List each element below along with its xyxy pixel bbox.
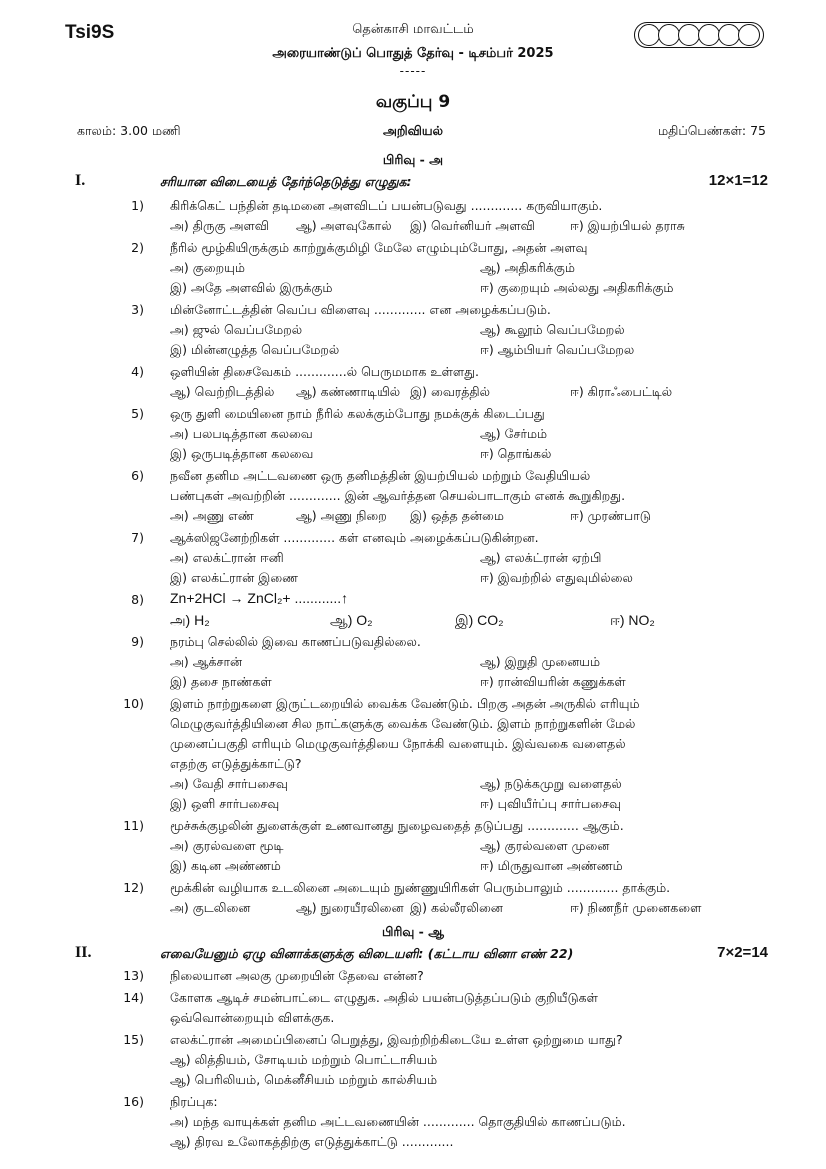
answer-option: இ) CO₂ [455,612,504,628]
answer-option: இ) வெர்னியர் அளவி [410,218,535,233]
question-text: ஆக்ஸிஜனேற்றிகள் ............. கள் எனவும் அழைக்கப்படுகின்றன. [170,530,539,545]
section-marks: 12×1=12 [708,172,768,189]
answer-option: ஈ) குறையும் அல்லது அதிகரிக்கும் [480,280,674,295]
answer-option: ஈ) முரண்பாடு [570,508,651,523]
question-number: 16) [123,1094,144,1109]
answer-option: அ) குடலினை [170,900,251,915]
total-marks: மதிப்பெண்கள்: 75 [658,123,766,138]
question-number: 12) [123,880,144,895]
answer-option: அ) ஜுல் வெப்பமேறல் [170,322,303,337]
question-number: 14) [123,990,144,1005]
question-text: நிலையான அலகு முறையின் தேவை என்ன? [170,968,424,983]
answer-option: அ) திருகு அளவி [170,218,269,233]
question-number: 13) [123,968,144,983]
answer-option: இ) ஒத்த தன்மை [410,508,504,523]
answer-option: ஈ) புவியீர்ப்பு சார்பசைவு [480,796,622,811]
answer-option: ஆ) கண்ணாடியில் [296,384,401,399]
answer-option: ஆ) எலக்ட்ரான் ஏற்பி [480,550,602,565]
answer-option: ஆ) நுரையீரலினை [296,900,404,915]
section-number: II. [75,944,92,961]
question-text: ஒளியின் திசைவேகம் .............ல் பெருமமாக உள்ளது. [170,364,480,379]
answer-option: இ) கடின அண்ணம் [170,858,281,873]
answer-option: ஈ) இவற்றில் எதுவுமில்லை [480,570,633,585]
question-text: மின்னோட்டத்தின் வெப்ப விளைவு ............. என அழைக்கப்படும். [170,302,551,317]
district-title: தென்காசி மாவட்டம் [352,22,474,37]
question-number: 6) [131,468,144,483]
answer-option: ஆ) நடுக்கமுறு வளைதல் [480,776,622,791]
question-text: ஆ) திரவ உலோகத்திற்கு எடுத்துக்காட்டு ............. [170,1134,454,1149]
question-text: எதற்கு எடுத்துக்காட்டு? [170,756,302,771]
answer-option: இ) எலக்ட்ரான் இணை [170,570,299,585]
answer-option: அ) அணு எண் [170,508,254,523]
class-title: வகுப்பு 9 [375,92,451,112]
section-number: I. [75,172,86,189]
question-number: 7) [131,530,144,545]
question-text: மூக்கின் வழியாக உடலினை அடையும் நுண்ணுயிரிகள் பெரும்பாலும் ............. தாக்கும். [170,880,671,895]
answer-option: ஆ) அளவுகோல் [296,218,392,233]
answer-option: ஈ) கிராஃபைட்டில் [570,384,673,399]
question-text: எலக்ட்ரான் அமைப்பினைப் பெறுத்து, இவற்றிற்கிடையே உள்ள ஒற்றுமை யாது? [170,1032,623,1047]
question-text: நரம்பு செல்லில் இவை காணப்படுவதில்லை. [170,634,421,649]
answer-option: ஈ) தொங்கல் [480,446,552,461]
section-instruction: எவையேனும் ஏழு வினாக்களுக்கு விடையளி: (கட்டாய வினா எண் 22) [160,946,574,961]
answer-option: ஆ) அதிகரிக்கும் [480,260,575,275]
answer-option: ஈ) NO₂ [610,612,655,628]
question-text: ஒரு துளி மையினை நாம் நீரில் கலக்கும்போது நமக்குக் கிடைப்பது [170,406,545,421]
question-text: மூச்சுக்குழலின் துளைக்குள் உணவானது நுழைவதைத் தடுப்பது ............. ஆகும். [170,818,624,833]
question-text: ஒவ்வொன்றையும் விளக்குக. [170,1010,335,1025]
question-text: கோளக ஆடிச் சமன்பாட்டை எழுதுக. அதில் பயன்படுத்தப்படும் குறியீடுகள் [170,990,598,1005]
answer-option: அ) எலக்ட்ரான் ஈனி [170,550,284,565]
paper-code: Tsi9S [65,22,115,43]
question-text: முனைப்பகுதி எரியும் மெழுகுவர்த்தியை நோக்கி வளையும். இவ்வகை வளைதல் [170,736,626,751]
answer-option: அ) H₂ [170,612,210,628]
question-text: கிரிக்கெட் பந்தின் தடிமனை அளவிடப் பயன்படுவது ............. கருவியாகும். [170,198,603,213]
question-number: 10) [123,696,144,711]
answer-option: ஈ) ரான்வியரின் கணுக்கள் [480,674,626,689]
answer-option: இ) தசை நாண்கள் [170,674,272,689]
answer-option: இ) ஒளி சார்பசைவு [170,796,280,811]
question-text: மெழுகுவர்த்தியினை சில நாட்களுக்கு வைக்க வேண்டும். இளம் நாற்றுகளின் மேல் [170,716,636,731]
question-text: பண்புகள் அவற்றின் ............. இன் ஆவர்த்தன செயல்பாடாகும் எனக் கூறுகிறது. [170,488,626,503]
divider-dashes: ----- [399,64,427,78]
answer-option: ஈ) நிணநீர் முனைகளை [570,900,702,915]
question-number: 15) [123,1032,144,1047]
question-number: 3) [131,302,144,317]
question-number: 4) [131,364,144,379]
answer-option: இ) மின்னழுத்த வெப்பமேறல் [170,342,340,357]
part-b-title: பிரிவு - ஆ [381,924,445,939]
section-instruction: சரியான விடையைத் தேர்ந்தெடுத்து எழுதுக: [160,174,412,189]
answer-option: ஆ) கூலூம் வெப்பமேறல் [480,322,625,337]
answer-option: இ) ஒருபடித்தான கலவை [170,446,314,461]
answer-option: இ) அதே அளவில் இருக்கும் [170,280,333,295]
answer-option: இ) கல்லீரலினை [410,900,503,915]
question-text: இளம் நாற்றுகளை இருட்டறையில் வைக்க வேண்டும். பிறகு அதன் அருகில் எரியும் [170,696,640,711]
answer-option: அ) குறையும் [170,260,245,275]
answer-option: ஆ) குரல்வளை முனை [480,838,610,853]
section-marks: 7×2=14 [717,944,768,961]
question-text: நிரப்புக: [170,1094,218,1109]
question-number: 1) [131,198,144,213]
question-number: 8) [131,592,144,607]
answer-option: அ) குரல்வளை மூடி [170,838,284,853]
question-text: நீரில் மூழ்கியிருக்கும் காற்றுக்குமிழி மேலே எழும்பும்போது, அதன் அளவு [170,240,588,255]
question-number: 2) [131,240,144,255]
answer-option: ஆ) வெற்றிடத்தில் [170,384,275,399]
question-text: ஆ) லித்தியம், சோடியம் மற்றும் பொட்டாசியம் [170,1052,438,1067]
subject-title: அறிவியல் [383,123,443,138]
exam-time: காலம்: 3.00 மணி [77,123,181,138]
answer-option: இ) வைரத்தில் [410,384,491,399]
question-number: 5) [131,406,144,421]
question-number: 9) [131,634,144,649]
answer-option: ஈ) ஆம்பியர் வெப்பமேறல [480,342,635,357]
answer-option: ஆ) இறுதி முனையம் [480,654,601,669]
question-text: Zn+2HCl → ZnCl₂+ ............↑ [170,590,349,606]
answer-option: ஆ) O₂ [330,612,373,628]
question-text: அ) மந்த வாயுக்கள் தனிம அட்டவணையின் ............. தொகுதியில் காணப்படும். [170,1114,626,1129]
question-number: 11) [123,818,144,833]
part-a-title: பிரிவு - அ [382,152,444,167]
exam-title: அரையாண்டுப் பொதுத் தேர்வு - டிசம்பர் 2025 [272,46,554,61]
answer-option: ஆ) சேர்மம் [480,426,548,441]
question-text: ஆ) பெரிலியம், மெக்னீசியம் மற்றும் கால்சியம் [170,1072,438,1087]
answer-option: ஆ) அணு நிறை [296,508,387,523]
answer-option: ஈ) இயற்பியல் தராசு [570,218,685,233]
answer-option: அ) வேதி சார்பசைவு [170,776,288,791]
question-text: நவீன தனிம அட்டவணை ஒரு தனிமத்தின் இயற்பியல் மற்றும் வேதியியல் [170,468,591,483]
answer-option: ஈ) மிருதுவான அண்ணம் [480,858,623,873]
answer-option: அ) பலபடித்தான கலவை [170,426,313,441]
answer-option: அ) ஆக்சான் [170,654,243,669]
